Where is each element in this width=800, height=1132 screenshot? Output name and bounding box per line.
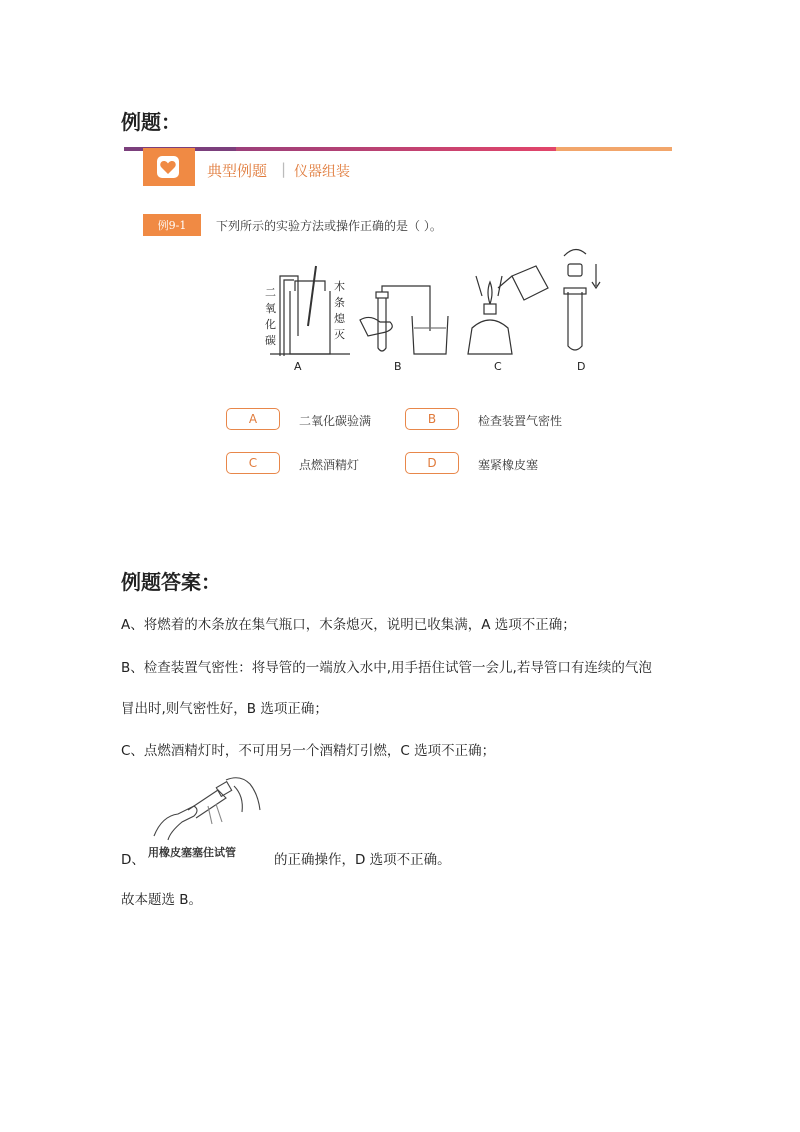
header-title: 典型例题 xyxy=(207,162,268,180)
heading-answer: 例题答案： xyxy=(121,570,221,594)
stick-label xyxy=(334,279,346,341)
svg-text:化: 化 xyxy=(265,318,276,331)
question-tag: 例9-1 xyxy=(143,214,201,236)
svg-text:碳: 碳 xyxy=(265,334,276,347)
option-b-text: 检查装置气密性 xyxy=(478,414,563,428)
panel-label-a: A xyxy=(294,360,302,373)
heart-icon xyxy=(157,156,179,178)
heading-example: 例题： xyxy=(121,110,181,134)
answer-d-prefix: D、 xyxy=(121,852,145,868)
option-c-text: 点燃酒精灯 xyxy=(299,458,360,472)
panel-label-b: B xyxy=(394,360,402,373)
option-d-button[interactable]: D xyxy=(405,452,459,474)
header-stripe-red xyxy=(236,147,556,151)
panel-d-drawing xyxy=(564,249,600,350)
answer-a: A、将燃着的木条放在集气瓶口，木条熄灭，说明已收集满，A 选项不正确； xyxy=(121,617,576,633)
svg-text:氧: 氧 xyxy=(265,302,276,315)
answer-b-line1: B、检查装置气密性：将导管的一端放入水中,用手捂住试管一会儿,若导管口有连续的气泡 xyxy=(121,660,652,676)
panel-label-d: D xyxy=(577,360,586,373)
header-subtitle: 仪器组装 xyxy=(294,164,350,180)
stopper-caption: 用橡皮塞塞住试管 xyxy=(148,846,236,859)
answer-d-suffix: 的正确操作，D 选项不正确。 xyxy=(274,852,451,868)
question-text: 下列所示的实验方法或操作正确的是（ ）。 xyxy=(216,219,442,233)
answer-b-line2: 冒出时,则气密性好，B 选项正确； xyxy=(121,701,328,717)
apparatus-figure xyxy=(250,236,610,376)
svg-text:灭: 灭 xyxy=(334,328,345,341)
header-stripe-orange xyxy=(556,147,672,151)
answer-conclusion: 故本题选 B。 xyxy=(121,892,203,908)
panel-b-drawing xyxy=(360,286,448,354)
option-a-text: 二氧化碳验满 xyxy=(299,414,372,428)
answer-c: C、点燃酒精灯时，不可用另一个酒精灯引燃，C 选项不正确； xyxy=(121,743,496,759)
svg-text:木: 木 xyxy=(334,280,345,293)
svg-text:条: 条 xyxy=(334,296,345,309)
gas-label xyxy=(265,286,276,347)
header-separator: | xyxy=(281,160,287,178)
svg-text:熄: 熄 xyxy=(334,312,345,325)
option-a-button[interactable]: A xyxy=(226,408,280,430)
option-d-text: 塞紧橡皮塞 xyxy=(478,458,539,472)
header-badge xyxy=(143,148,195,186)
stopper-illustration xyxy=(148,776,264,860)
panel-label-c: C xyxy=(494,360,502,373)
option-b-button[interactable]: B xyxy=(405,408,459,430)
option-c-button[interactable]: C xyxy=(226,452,280,474)
panel-c-drawing xyxy=(468,266,548,354)
panel-labels xyxy=(294,360,585,373)
svg-text:二: 二 xyxy=(265,286,276,299)
